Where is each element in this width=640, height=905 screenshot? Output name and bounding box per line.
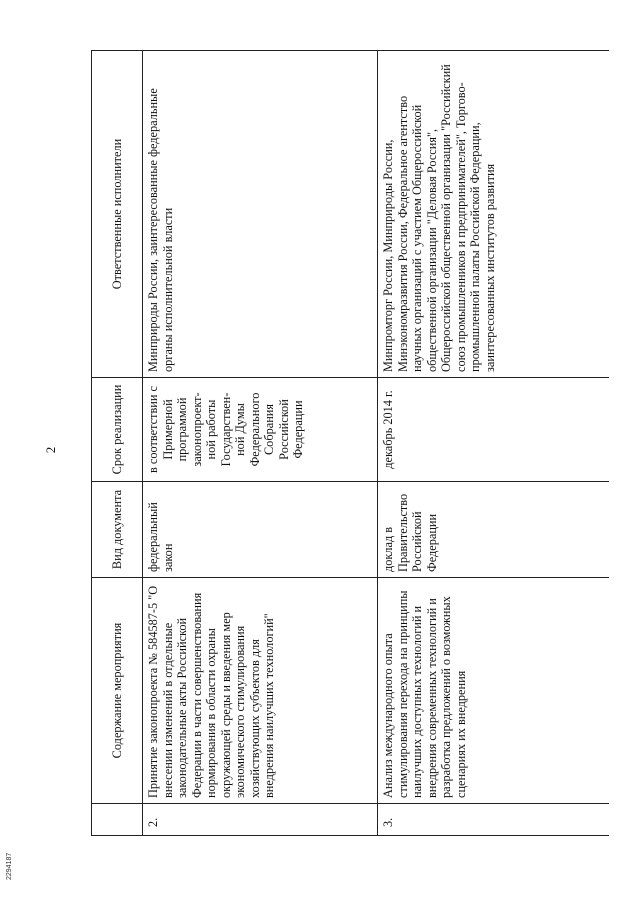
row-executors: Минпромторг России, Минприроды России, Минэкономразвития России, Федеральное агентство научных организаций с участием Общероссийской общественной организации "Деловая Россия", Общероссийской общественной организации "Российский союз промышленников и предпринимателей", Торгово-промышленной палаты Российской Федерации, заинтересованных институтов развития [378, 51, 610, 378]
row-deadline: в соответствии с Примерной программой законопроект-ной работы Государствен-ной Думы Федерального Собрания Российской Федерации [143, 378, 378, 482]
header-doc-type: Вид документа [92, 482, 143, 578]
header-content: Содержание мероприятия [92, 578, 143, 804]
header-num [92, 804, 143, 836]
row-number: 2. [143, 804, 378, 836]
page-number: 2 [43, 446, 58, 454]
rotated-table-container [91, 51, 598, 836]
header-deadline: Срок реализации [92, 378, 143, 482]
side-stamp: 2294187 [6, 852, 13, 880]
row-doc-type: федеральный закон [143, 482, 378, 578]
header-executors: Ответственные исполнители [92, 51, 143, 378]
row-executors: Минприроды России, заинтересованные федеральные органы исполнительной власти [143, 51, 378, 378]
table-header-row [92, 51, 143, 836]
table-row [378, 51, 610, 836]
row-deadline: декабрь 2014 г. [378, 378, 610, 482]
row-content: Анализ международного опыта стимулирования перехода на принципы наилучших доступных технологий и внедрения современных технологий и разработка предложений о возможных сценариях их внедрения [378, 578, 610, 804]
row-number: 3. [378, 804, 610, 836]
row-content: Принятие законопроекта № 584587-5 "О внесении изменений в отдельные законодательные акты Российской Федерации в части совершенствования нормирования в области охраны окружающей среды и введения мер экономического стимулирования хозяйствующих субъектов для внедрения наилучших технологий" [143, 578, 378, 804]
table-row [143, 51, 378, 836]
measures-table [91, 50, 609, 836]
row-doc-type: доклад в Правительство Российской Федерации [378, 482, 610, 578]
